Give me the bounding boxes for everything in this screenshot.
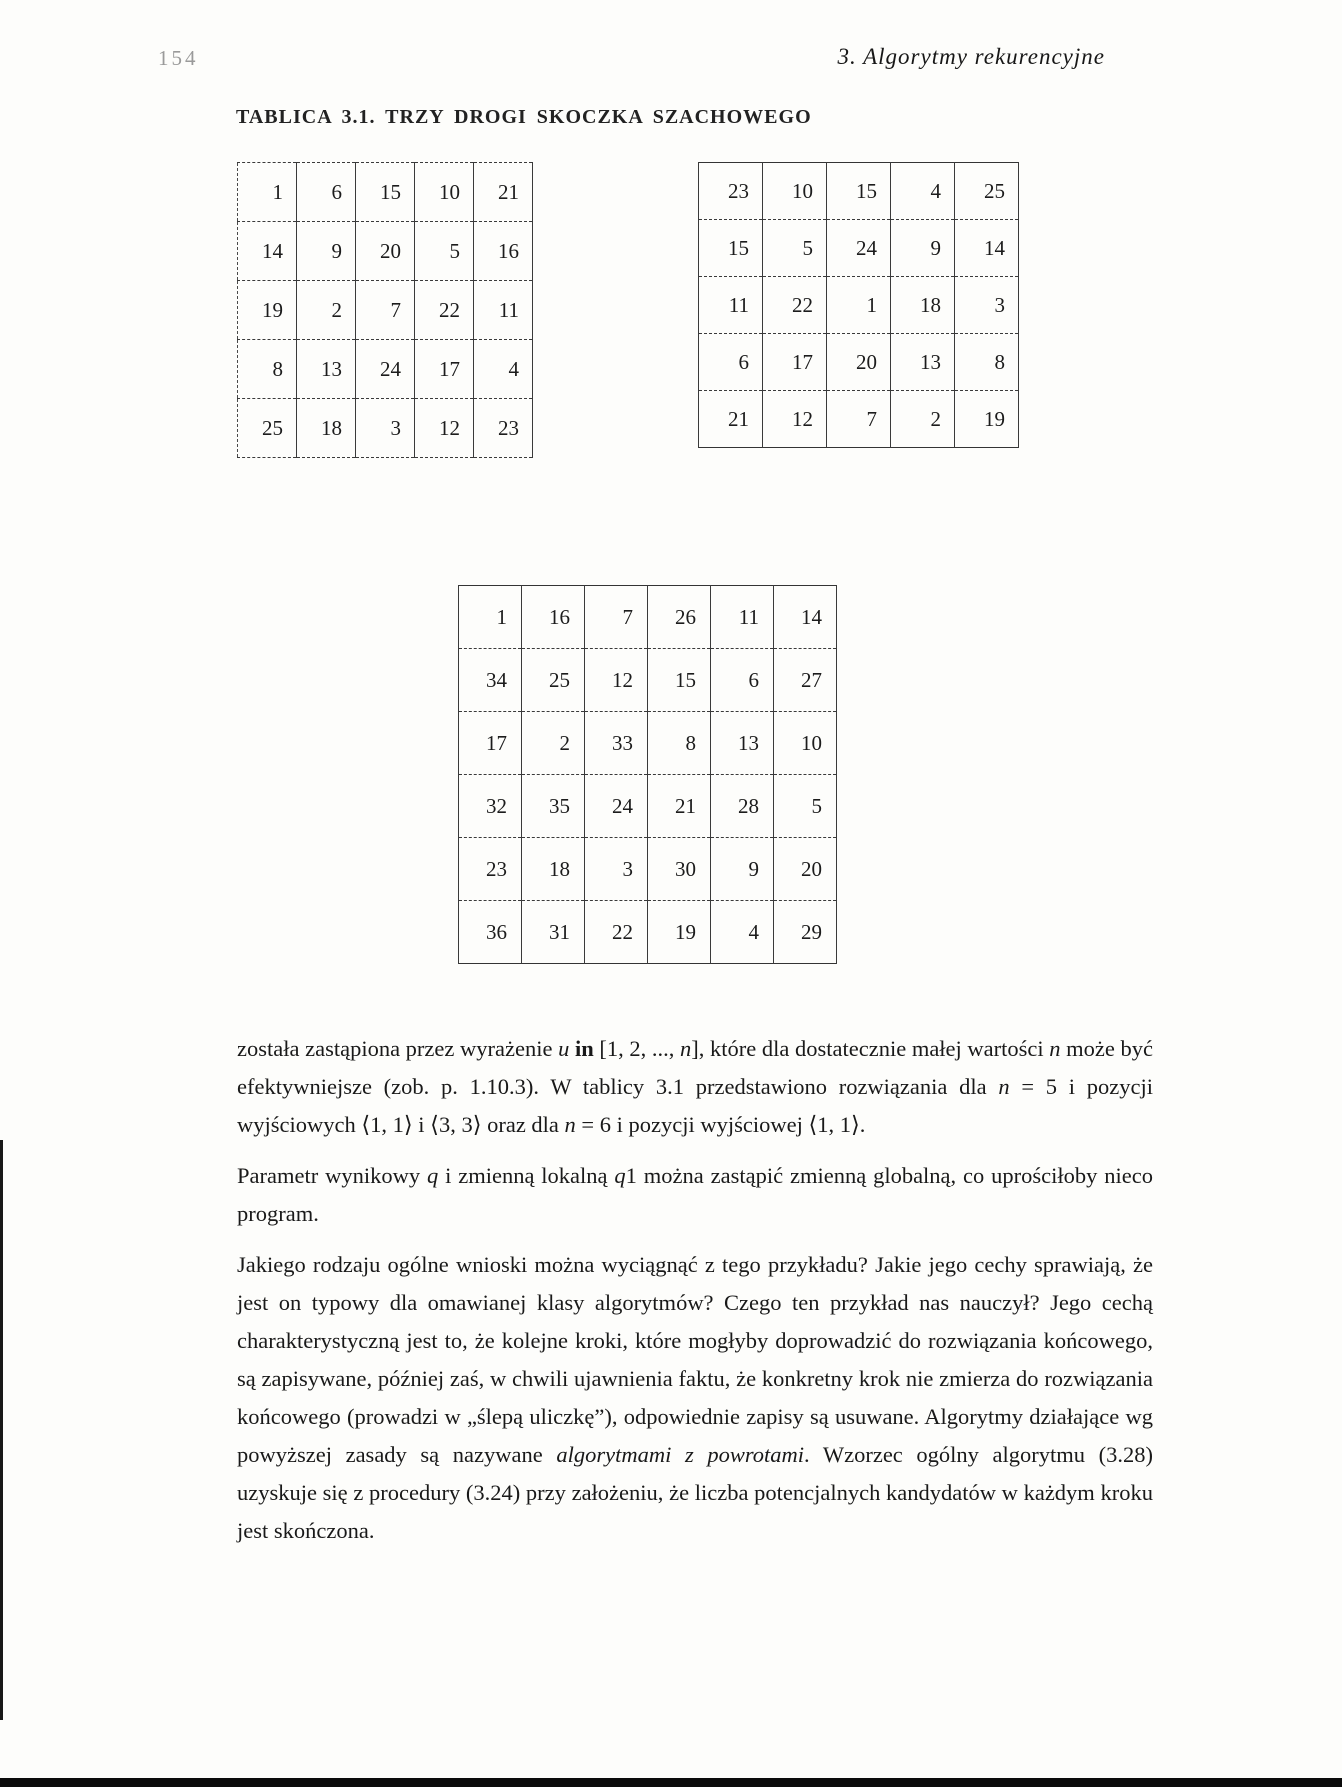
board-cell: 1 — [238, 163, 297, 222]
board-cell: 25 — [955, 163, 1019, 220]
board-cell: 31 — [522, 901, 585, 964]
board-cell: 25 — [238, 399, 297, 458]
text-segment: ], które dla dostatecznie małej wartości — [691, 1036, 1050, 1061]
text-segment: Jakiego rodzaju ogólne wnioski można wyciągnąć z tego przykładu? Jakie jego cechy sprawiają, że jest on typowy dla omawianej klasy algorytmów? Czego ten przykład nas nauczył? Jego cechą charakterystyczną jest to, że kolejne kroki, które mogłyby doprowadzić do rozwiązania końcowego, są zapisywane, później zaś, w chwili ujawnienia faktu, że konkretny krok nie zmierza do rozwiązania końcowego (prowadzi w „ślepą uliczkę”), odpowiednie zapisy są usuwane. Algorytmy działające wg powyższej zasady są nazywane — [237, 1252, 1153, 1467]
board-cell: 25 — [522, 649, 585, 712]
board-cell: 15 — [699, 220, 763, 277]
board-cell: 35 — [522, 775, 585, 838]
board-cell: 19 — [648, 901, 711, 964]
board-row — [699, 277, 1019, 334]
knight-board-6x6 — [458, 585, 837, 964]
board-cell: 20 — [774, 838, 837, 901]
board-cell: 2 — [297, 281, 356, 340]
knight-board-5x5-a — [237, 162, 533, 458]
board-cell: 32 — [459, 775, 522, 838]
board-cell: 28 — [711, 775, 774, 838]
text-segment: . Wzorzec ogólny algorytmu (3.28) uzyskuje się z procedury (3.24) przy założeniu, że liczba potencjalnych kandydatów w każdym kroku jest skończona. — [237, 1442, 1153, 1543]
board-cell: 5 — [415, 222, 474, 281]
board-row — [699, 163, 1019, 220]
board-cell: 17 — [763, 334, 827, 391]
board-cell: 18 — [891, 277, 955, 334]
page-number: 154 — [158, 46, 199, 70]
paragraph-continuation — [237, 1030, 1153, 1144]
text-segment: Parametr wynikowy — [237, 1163, 427, 1188]
board-cell: 20 — [827, 334, 891, 391]
board-cell: 6 — [711, 649, 774, 712]
board-cell: 23 — [699, 163, 763, 220]
board-row — [238, 222, 533, 281]
board-cell: 9 — [297, 222, 356, 281]
text-segment: u — [558, 1036, 570, 1061]
text-segment: n — [680, 1036, 692, 1061]
text-segment: 1 można zastąpić zmienną globalną, co uprościłoby nieco program. — [237, 1163, 1153, 1226]
board-cell: 12 — [415, 399, 474, 458]
board-cell: 24 — [827, 220, 891, 277]
text-segment: n — [1049, 1036, 1061, 1061]
body-text — [237, 1030, 1153, 1563]
knight-board-5x5-b — [698, 162, 1019, 448]
text-segment: może być efektywniejsze (zob. p. 1.10.3). W tablicy 3.1 przedstawiono rozwiązania dla — [237, 1036, 1154, 1099]
board-cell: 11 — [699, 277, 763, 334]
board-cell: 19 — [955, 391, 1019, 448]
board-cell: 23 — [459, 838, 522, 901]
board-row — [459, 649, 837, 712]
text-segment: została zastąpiona przez wyrażenie — [237, 1036, 559, 1061]
board-cell: 5 — [763, 220, 827, 277]
text-segment: n — [998, 1074, 1010, 1099]
board-cell: 2 — [522, 712, 585, 775]
board-row — [459, 586, 837, 649]
board-row — [699, 220, 1019, 277]
board-cell: 16 — [522, 586, 585, 649]
board-row — [459, 901, 837, 964]
board-cell: 23 — [474, 399, 533, 458]
board-cell: 17 — [415, 340, 474, 399]
board-cell: 34 — [459, 649, 522, 712]
board-cell: 8 — [955, 334, 1019, 391]
board-cell: 33 — [585, 712, 648, 775]
chapter-running-head: 3. Algorytmy rekurencyjne — [837, 44, 1105, 69]
paragraph-parameter-note — [237, 1157, 1153, 1233]
board-cell: 21 — [474, 163, 533, 222]
board-cell: 12 — [763, 391, 827, 448]
board-cell: 10 — [763, 163, 827, 220]
board-cell: 6 — [699, 334, 763, 391]
board-row — [238, 281, 533, 340]
board-cell: 3 — [955, 277, 1019, 334]
text-segment: q — [614, 1163, 626, 1188]
board-cell: 22 — [585, 901, 648, 964]
board-cell: 7 — [356, 281, 415, 340]
board-cell: 2 — [891, 391, 955, 448]
board-cell: 4 — [474, 340, 533, 399]
board-row — [699, 391, 1019, 448]
board-cell: 29 — [774, 901, 837, 964]
board-cell: 22 — [415, 281, 474, 340]
board-cell: 14 — [774, 586, 837, 649]
board-cell: 13 — [297, 340, 356, 399]
board-cell: 24 — [585, 775, 648, 838]
board-row — [459, 838, 837, 901]
board-cell: 24 — [356, 340, 415, 399]
board-cell: 20 — [356, 222, 415, 281]
scan-artifact-left-line — [0, 1140, 3, 1720]
board-cell: 4 — [711, 901, 774, 964]
board-cell: 13 — [891, 334, 955, 391]
board-cell: 14 — [238, 222, 297, 281]
board-cell: 9 — [711, 838, 774, 901]
board-cell: 11 — [711, 586, 774, 649]
board-cell: 9 — [891, 220, 955, 277]
board-cell: 21 — [648, 775, 711, 838]
board-cell: 27 — [774, 649, 837, 712]
text-segment: [1, 2, ..., — [599, 1036, 681, 1061]
board-cell: 17 — [459, 712, 522, 775]
board-cell: 18 — [297, 399, 356, 458]
board-cell: 3 — [356, 399, 415, 458]
board-cell: 3 — [585, 838, 648, 901]
board-cell: 36 — [459, 901, 522, 964]
board-row — [699, 334, 1019, 391]
text-segment: algorytmami z powrotami — [556, 1442, 805, 1467]
text-segment: = 5 i pozycji wyjściowych ⟨1, 1⟩ i ⟨3, 3⟩ oraz dla — [237, 1074, 1153, 1137]
board-cell: 30 — [648, 838, 711, 901]
board-cell: 21 — [699, 391, 763, 448]
paragraph-conclusions — [237, 1246, 1153, 1550]
text-segment: i zmienną lokalną — [438, 1163, 615, 1188]
board-row — [459, 712, 837, 775]
board-cell: 26 — [648, 586, 711, 649]
board-cell: 7 — [585, 586, 648, 649]
board-cell: 14 — [955, 220, 1019, 277]
board-cell: 18 — [522, 838, 585, 901]
board-cell: 19 — [238, 281, 297, 340]
board-cell: 15 — [648, 649, 711, 712]
board-cell: 1 — [459, 586, 522, 649]
board-row — [238, 340, 533, 399]
board-cell: 11 — [474, 281, 533, 340]
board-row — [238, 163, 533, 222]
board-cell: 1 — [827, 277, 891, 334]
board-cell: 10 — [774, 712, 837, 775]
text-segment: q — [426, 1163, 439, 1188]
text-segment: n — [564, 1112, 576, 1137]
board-row — [459, 775, 837, 838]
board-cell: 16 — [474, 222, 533, 281]
board-cell: 5 — [774, 775, 837, 838]
board-cell: 8 — [648, 712, 711, 775]
board-cell: 7 — [827, 391, 891, 448]
text-segment: in — [569, 1036, 600, 1061]
board-cell: 12 — [585, 649, 648, 712]
board-cell: 13 — [711, 712, 774, 775]
text-segment: = 6 i pozycji wyjściowej ⟨1, 1⟩. — [575, 1112, 866, 1137]
board-cell: 15 — [356, 163, 415, 222]
board-cell: 8 — [238, 340, 297, 399]
board-cell: 22 — [763, 277, 827, 334]
table-caption: TABLICA 3.1. TRZY DROGI SKOCZKA SZACHOWEGO — [236, 106, 812, 128]
board-cell: 4 — [891, 163, 955, 220]
board-row — [238, 399, 533, 458]
scan-artifact-bottom-bar — [0, 1778, 1342, 1787]
board-cell: 6 — [297, 163, 356, 222]
board-cell: 10 — [415, 163, 474, 222]
board-cell: 15 — [827, 163, 891, 220]
